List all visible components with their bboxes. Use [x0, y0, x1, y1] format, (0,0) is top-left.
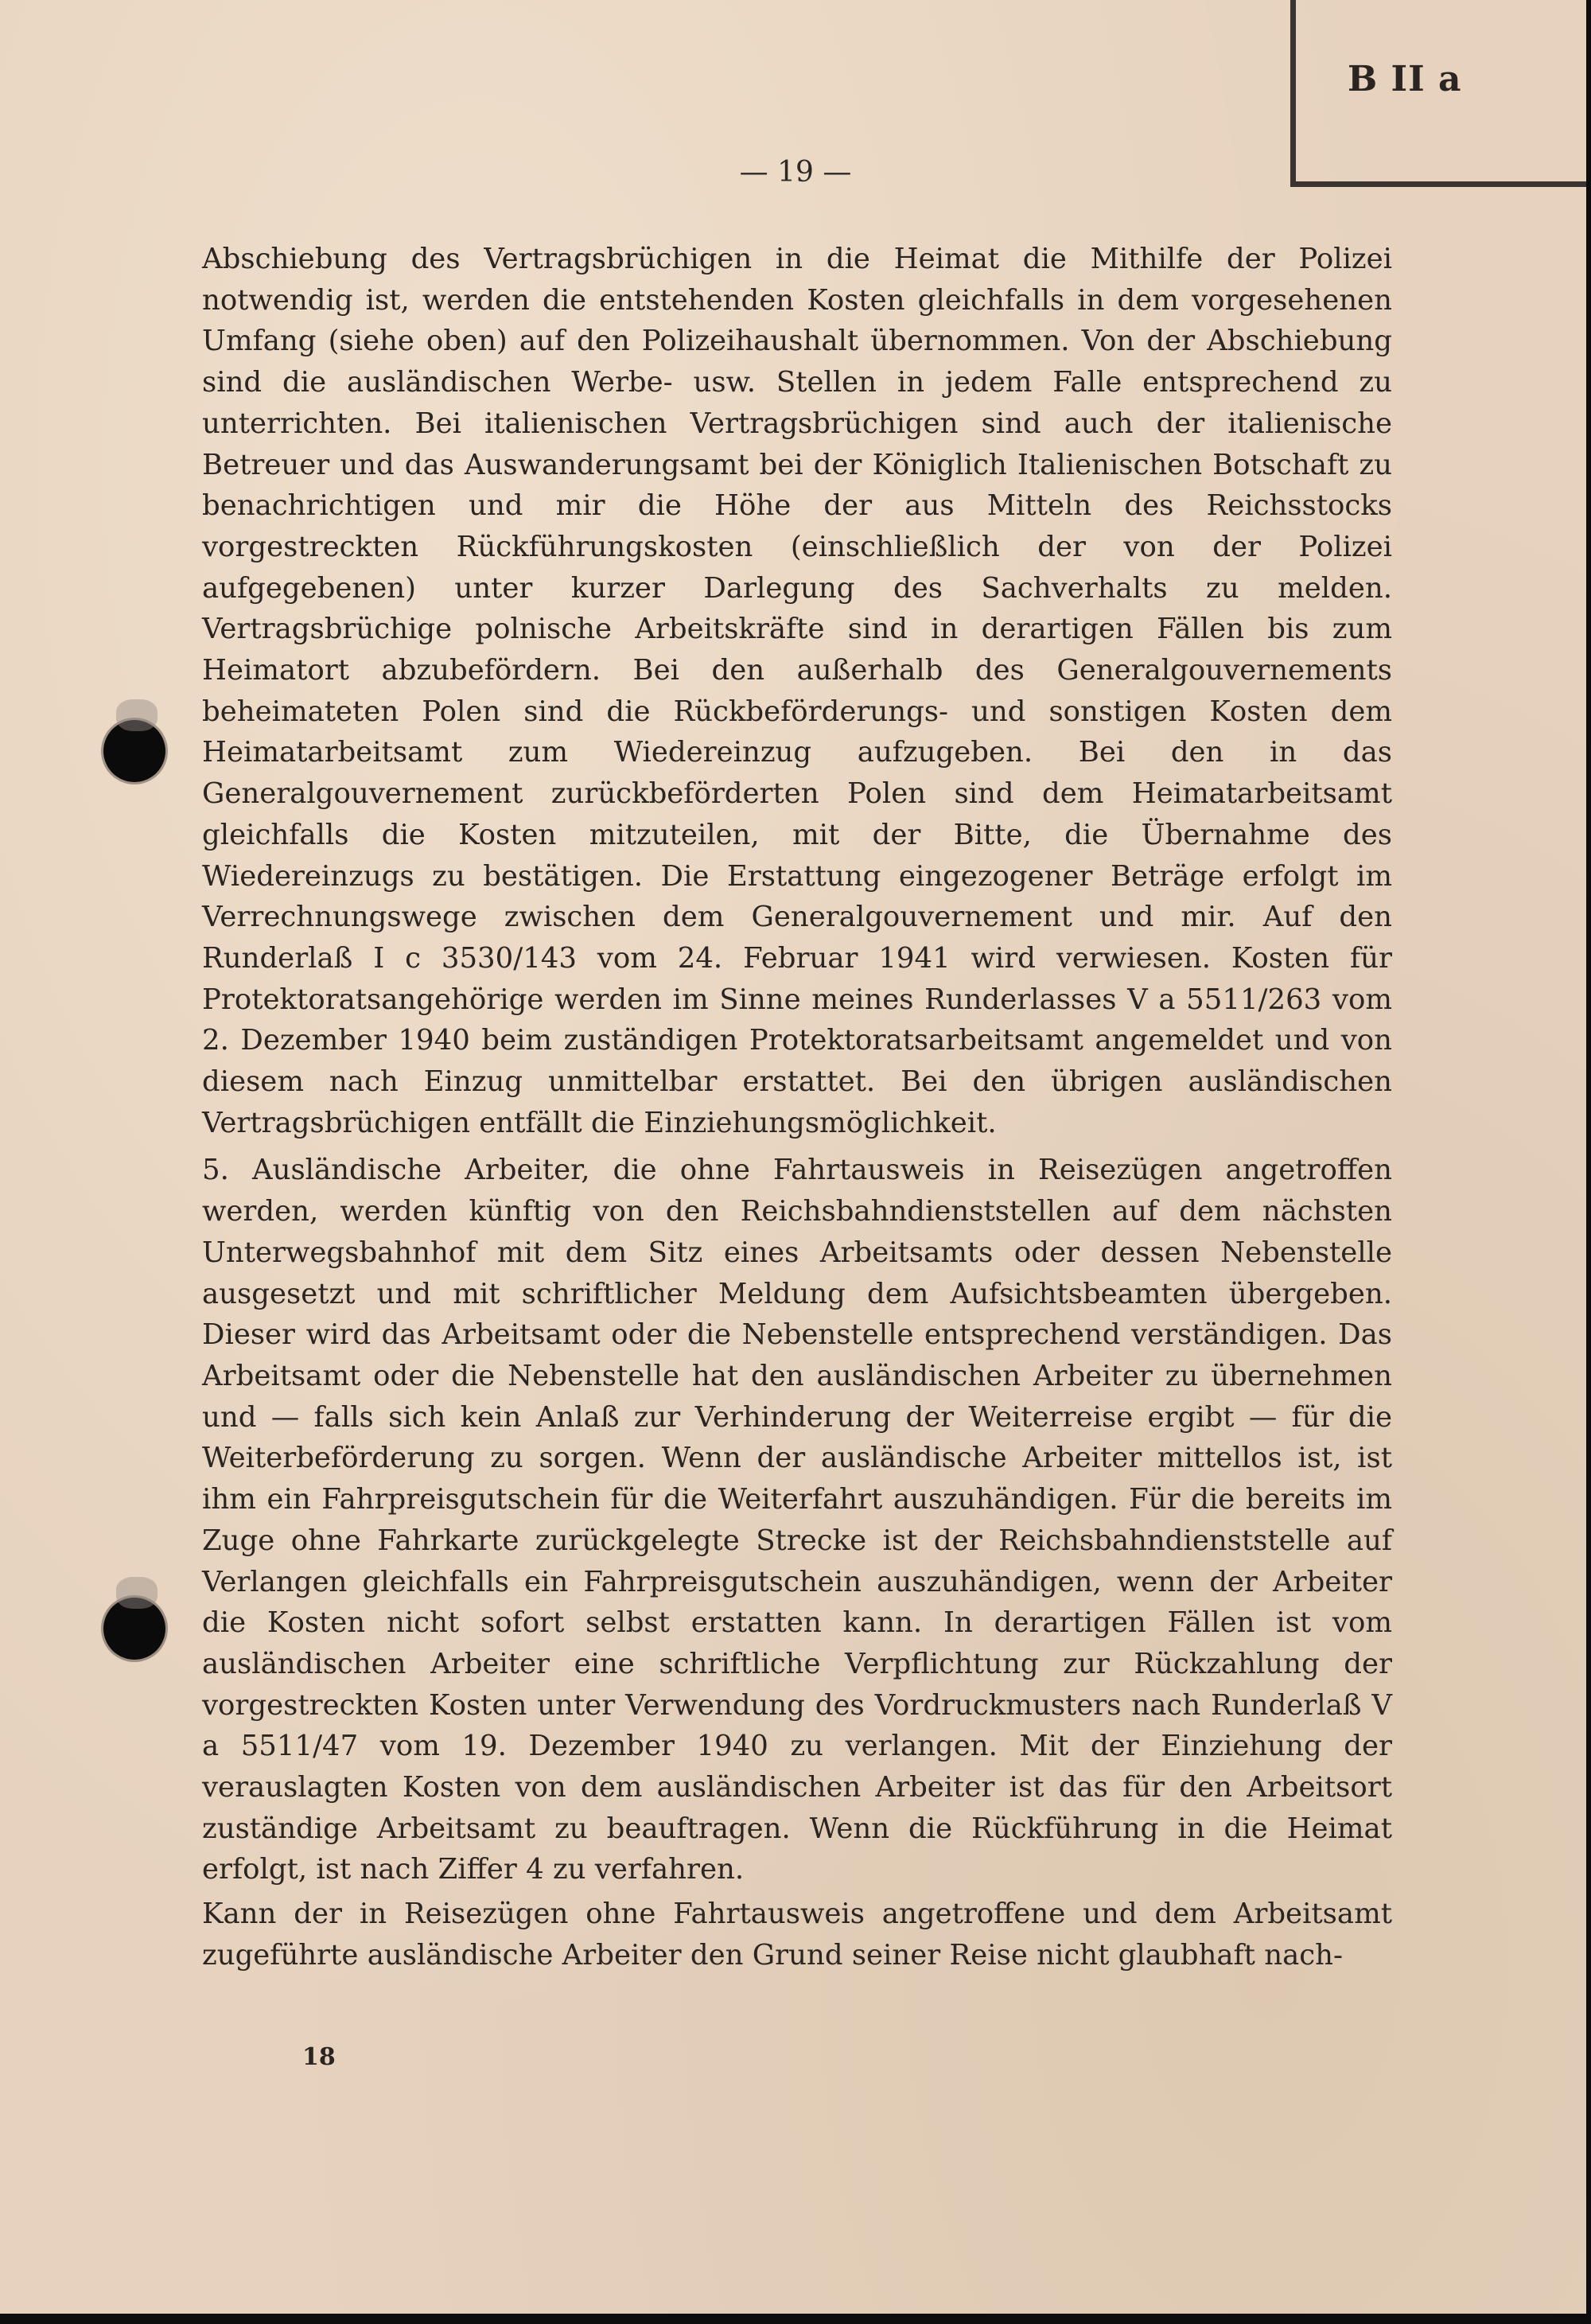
paragraph: Abschiebung des Vertragsbrüchigen in die Heimat die Mithilfe der Polizei notwendig ist, werden die entstehenden Kosten gleichfalls in dem vorgesehenen Umfang (siehe oben) auf den Polizeihaushalt übernommen. Von der Abschiebung sind die ausländischen Werbe- usw. Stellen in jedem Falle entsprechend zu unterrichten. Bei italienischen Vertragsbrüchigen sind auch der italienische Betreuer und das Auswanderungsamt bei der Königlich Italienischen Botschaft zu benachrichtigen und mir die Höhe der aus Mitteln des Reichsstocks vorgestreckten Rückführungskosten (einschließlich der von der Polizei aufgegebenen) unter kurzer Darlegung des Sachverhalts zu melden. Vertragsbrüchige polnische Arbeitskräfte sind in derartigen Fällen bis zum Heimatort abzubefördern. Bei den außerhalb des Generalgouvernements beheimateten Polen sind die Rückbeförderungs- und sonstigen Kosten dem Heimatarbeitsamt zum Wiedereinzug aufzugeben. Bei den in das Generalgouvernement zurückbeförderten Polen sind dem Heimatarbeitsamt gleichfalls die Kosten mitzuteilen, mit der Bitte, die Übernahme des Wiedereinzugs zu bestätigen. Die Erstattung eingezogener Beträge erfolgt im Verrechnungswege zwischen dem Generalgouvernement und mir. Auf den Runderlaß I c 3530/143 vom 24. Februar 1941 wird verwiesen. Kosten für Protektoratsangehörige werden im Sinne meines Runderlasses V a 5511/263 vom 2. Dezember 1940 beim zuständigen Protektoratsarbeitsamt angemeldet und von diesem nach Einzug unmittelbar erstattet. Bei den übrigen ausländischen Vertragsbrüchigen entfällt die Einziehungsmöglichkeit. [202, 243, 1392, 1139]
page-number: — 19 — [739, 156, 852, 189]
paragraph: Kann der in Reisezügen ohne Fahrtausweis angetroffene und dem Arbeitsamt zugeführte ausländische Arbeiter den Grund seiner Reise nicht glaubhaft nach- [202, 1898, 1392, 1972]
body-text [202, 239, 1392, 1983]
punch-hole [103, 1598, 165, 1660]
scan-edge [1586, 0, 1591, 2324]
section-stamp-label: B II a [1348, 59, 1462, 99]
sheet-number: 18 [302, 2043, 336, 2071]
paragraph: 5. Ausländische Arbeiter, die ohne Fahrtausweis in Reisezügen angetroffen werden, werden künftig von den Reichsbahndienststellen auf dem nächsten Unterwegsbahnhof mit dem Sitz eines Arbeitsamts oder dessen Nebenstelle ausgesetzt und mit schriftlicher Meldung dem Aufsichtsbeamten übergeben. Dieser wird das Arbeitsamt oder die Nebenstelle entsprechend verständigen. Das Arbeitsamt oder die Nebenstelle hat den ausländischen Arbeiter zu übernehmen und — falls sich kein Anlaß zur Verhinderung der Weiterreise ergibt — für die Weiterbeförderung zu sorgen. Wenn der ausländische Arbeiter mittellos ist, ist ihm ein Fahrpreisgutschein für die Weiterfahrt auszuhändigen. Für die bereits im Zuge ohne Fahrkarte zurückgelegte Strecke ist der Reichsbahndienststelle auf Verlangen gleichfalls ein Fahrpreisgutschein auszuhändigen, wenn der Arbeiter die Kosten nicht sofort selbst erstatten kann. In derartigen Fällen ist vom ausländischen Arbeiter eine schriftliche Verpflichtung zur Rückzahlung der vorgestreckten Kosten unter Verwendung des Vordruckmusters nach Runderlaß V a 5511/47 vom 19. Dezember 1940 zu verlangen. Mit der Einziehung der verauslagten Kosten von dem ausländischen Arbeiter ist das für den Arbeitsort zuständige Arbeitsamt zu beauftragen. Wenn die Rückführung in die Heimat erfolgt, ist nach Ziffer 4 zu verfahren. [202, 1154, 1392, 1886]
punch-hole [103, 720, 165, 782]
